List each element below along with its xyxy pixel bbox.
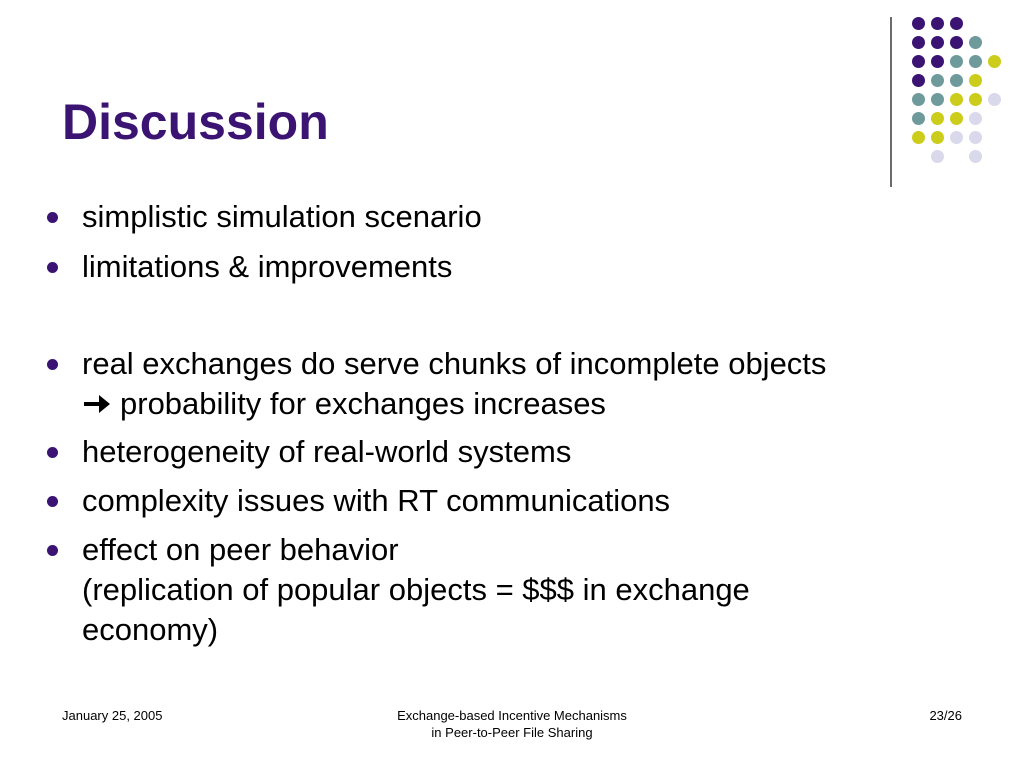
vertical-divider: [890, 17, 892, 187]
decor-dot: [931, 55, 944, 68]
bullet-item: [82, 530, 750, 650]
footer-title: [362, 707, 662, 741]
decor-dot: [969, 131, 982, 144]
footer-title-line: Exchange-based Incentive Mechanisms: [397, 708, 627, 723]
decor-dot: [969, 36, 982, 49]
decor-dot: [950, 112, 963, 125]
bullet-item: [82, 197, 482, 237]
decor-dot: [912, 17, 925, 30]
bullet-item: [82, 247, 452, 287]
decor-dot: [931, 150, 944, 163]
bullet-dot-icon: [47, 212, 58, 223]
decor-dot: [969, 55, 982, 68]
bullet-dot-icon: [47, 496, 58, 507]
bullet-item: [82, 344, 826, 424]
decor-dot: [950, 93, 963, 106]
bullet-text: real exchanges do serve chunks of incomplete objects: [82, 346, 827, 381]
decor-dot: [931, 36, 944, 49]
arrow-line-text: probability for exchanges increases: [120, 386, 606, 421]
decor-dot: [912, 131, 925, 144]
decor-dot: [950, 74, 963, 87]
right-arrow-icon: [82, 392, 112, 416]
bullet-text: limitations & improvements: [82, 249, 453, 284]
decor-dot: [931, 112, 944, 125]
decor-dot: [950, 55, 963, 68]
bullet-text: effect on peer behavior: [82, 532, 399, 567]
decor-dot: [931, 131, 944, 144]
decor-dot: [988, 93, 1001, 106]
decor-dot: [950, 17, 963, 30]
bullet-text: (replication of popular objects = $$$ in exchange: [82, 572, 750, 607]
bullet-text: complexity issues with RT communications: [82, 483, 671, 518]
footer-date: January 25, 2005: [62, 708, 163, 723]
bullet-text: heterogeneity of real-world systems: [82, 434, 572, 469]
decor-dot: [931, 17, 944, 30]
decor-dot: [969, 93, 982, 106]
decor-dot: [912, 55, 925, 68]
footer-title-line: in Peer-to-Peer File Sharing: [431, 725, 593, 740]
bullet-continuation: [82, 384, 826, 424]
bullet-text: economy): [82, 612, 219, 647]
decor-dot: [969, 150, 982, 163]
bullet-dot-icon: [47, 359, 58, 370]
decor-dot: [912, 93, 925, 106]
decor-dot: [912, 74, 925, 87]
decor-dot: [950, 131, 963, 144]
decor-dot: [931, 74, 944, 87]
bullet-item: [82, 432, 571, 472]
bullet-dot-icon: [47, 262, 58, 273]
bullet-dot-icon: [47, 447, 58, 458]
page-number: 23/26: [929, 708, 962, 723]
decor-dot: [988, 55, 1001, 68]
decor-dot: [931, 93, 944, 106]
decor-dot: [950, 36, 963, 49]
bullet-dot-icon: [47, 545, 58, 556]
decor-dot: [912, 112, 925, 125]
decor-dot: [969, 112, 982, 125]
decor-dot: [912, 36, 925, 49]
decor-dot: [969, 74, 982, 87]
slide-title: Discussion: [62, 94, 329, 150]
bullet-item: [82, 481, 670, 521]
bullet-text: simplistic simulation scenario: [82, 199, 482, 234]
